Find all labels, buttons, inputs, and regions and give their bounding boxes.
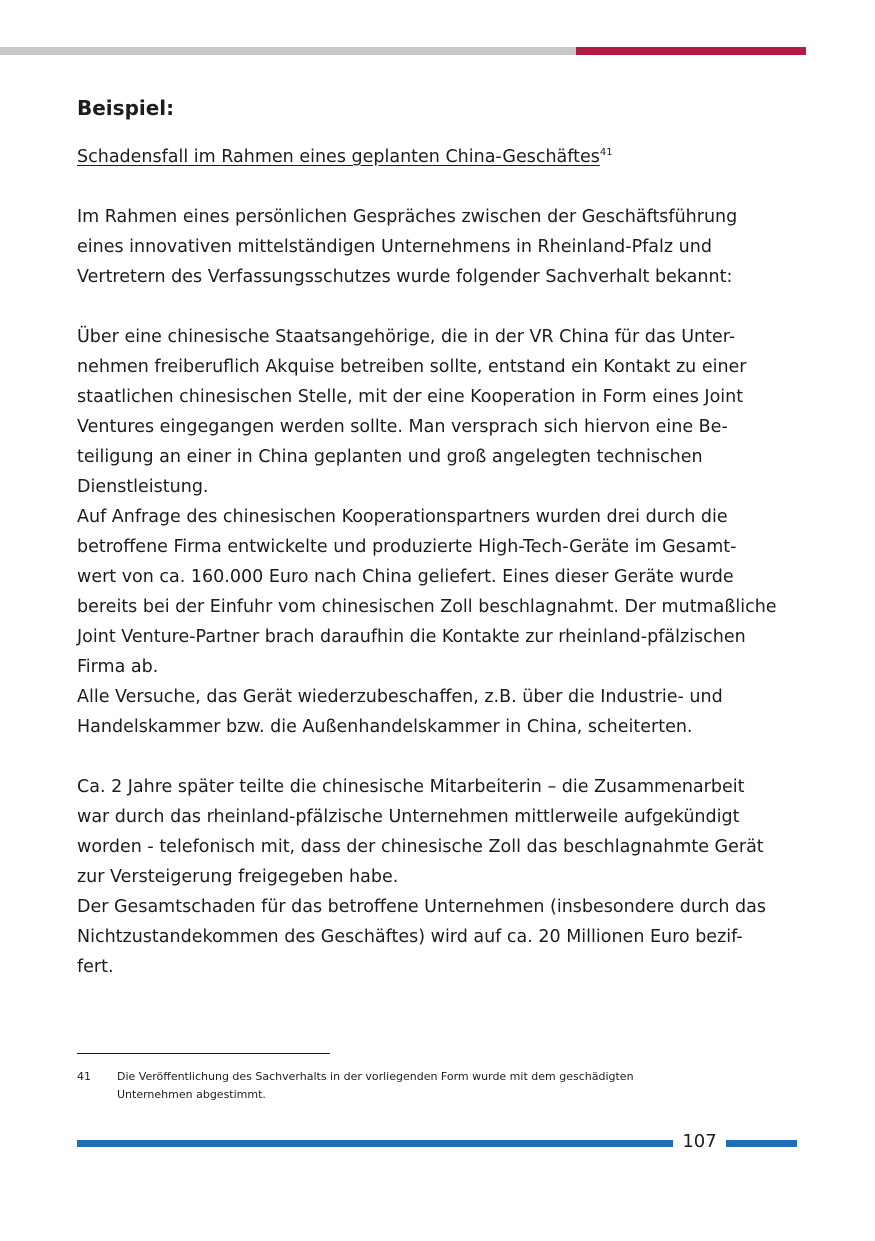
footnote-reference: 41 <box>599 147 613 158</box>
body-line: Ventures eingegangen werden sollte. Man versprach sich hiervon eine Be- <box>77 417 728 437</box>
footer-bar-left <box>77 1140 673 1147</box>
footnote-text <box>117 1068 737 1104</box>
body-line: wert von ca. 160.000 Euro nach China geliefert. Eines dieser Geräte wurde <box>77 567 734 587</box>
body-line: Firma ab. <box>77 657 159 677</box>
footnote-divider <box>77 1053 330 1054</box>
body-line: Handelskammer bzw. die Außenhandelskammer in China, scheiterten. <box>77 717 693 737</box>
footer-bar-right <box>726 1140 797 1147</box>
footnote-line: Unternehmen abgestimmt. <box>117 1088 266 1101</box>
body-line: bereits bei der Einfuhr vom chinesischen Zoll beschlagnahmt. Der mutmaßliche <box>77 597 777 617</box>
body-line: betroffene Firma entwickelte und produzierte High-Tech-Geräte im Gesamt- <box>77 537 737 557</box>
body-line: worden - telefonisch mit, dass der chinesische Zoll das beschlagnahmte Gerät <box>77 837 764 857</box>
body-line: eines innovativen mittelständigen Unternehmens in Rheinland-Pfalz und <box>77 237 712 257</box>
body-line: Ca. 2 Jahre später teilte die chinesische Mitarbeiterin – die Zusammenarbeit <box>77 777 745 797</box>
footnote-line: Die Veröffentlichung des Sachverhalts in der vorliegenden Form wurde mit dem geschädigten <box>117 1070 634 1083</box>
header-bar-accent <box>576 47 806 55</box>
header-bar-grey <box>0 47 576 55</box>
body-line: Joint Venture-Partner brach daraufhin die Kontakte zur rheinland-pfälzischen <box>77 627 746 647</box>
body-line: teiligung an einer in China geplanten und groß angelegten technischen <box>77 447 703 467</box>
case-title-text: Schadensfall im Rahmen eines geplanten China-Geschäftes <box>77 147 600 167</box>
case-title <box>77 144 613 170</box>
body-line: staatlichen chinesischen Stelle, mit der eine Kooperation in Form eines Joint <box>77 387 744 407</box>
page-number: 107 <box>682 1131 717 1152</box>
body-line: Nichtzustandekommen des Geschäftes) wird auf ca. 20 Millionen Euro bezif- <box>77 927 743 947</box>
body-line: Alle Versuche, das Gerät wiederzubeschaffen, z.B. über die Industrie- und <box>77 687 723 707</box>
footnote-number: 41 <box>77 1070 91 1083</box>
body-line: Über eine chinesische Staatsangehörige, die in der VR China für das Unter- <box>77 327 736 347</box>
body-line: Im Rahmen eines persönlichen Gespräches zwischen der Geschäftsführung <box>77 207 738 227</box>
section-heading: Beispiel: <box>77 96 175 120</box>
body-line: Dienstleistung. <box>77 477 209 497</box>
body-line: zur Versteigerung freigegeben habe. <box>77 867 399 887</box>
body-line: Der Gesamtschaden für das betroffene Unternehmen (insbesondere durch das <box>77 897 766 917</box>
body-line: Auf Anfrage des chinesischen Kooperationspartners wurden drei durch die <box>77 507 728 527</box>
body-line: nehmen freiberuflich Akquise betreiben sollte, entstand ein Kontakt zu einer <box>77 357 747 377</box>
body-line: war durch das rheinland-pfälzische Unternehmen mittlerweile aufgekündigt <box>77 807 740 827</box>
body-line: fert. <box>77 957 114 977</box>
body-line: Vertretern des Verfassungsschutzes wurde folgender Sachverhalt bekannt: <box>77 267 733 287</box>
